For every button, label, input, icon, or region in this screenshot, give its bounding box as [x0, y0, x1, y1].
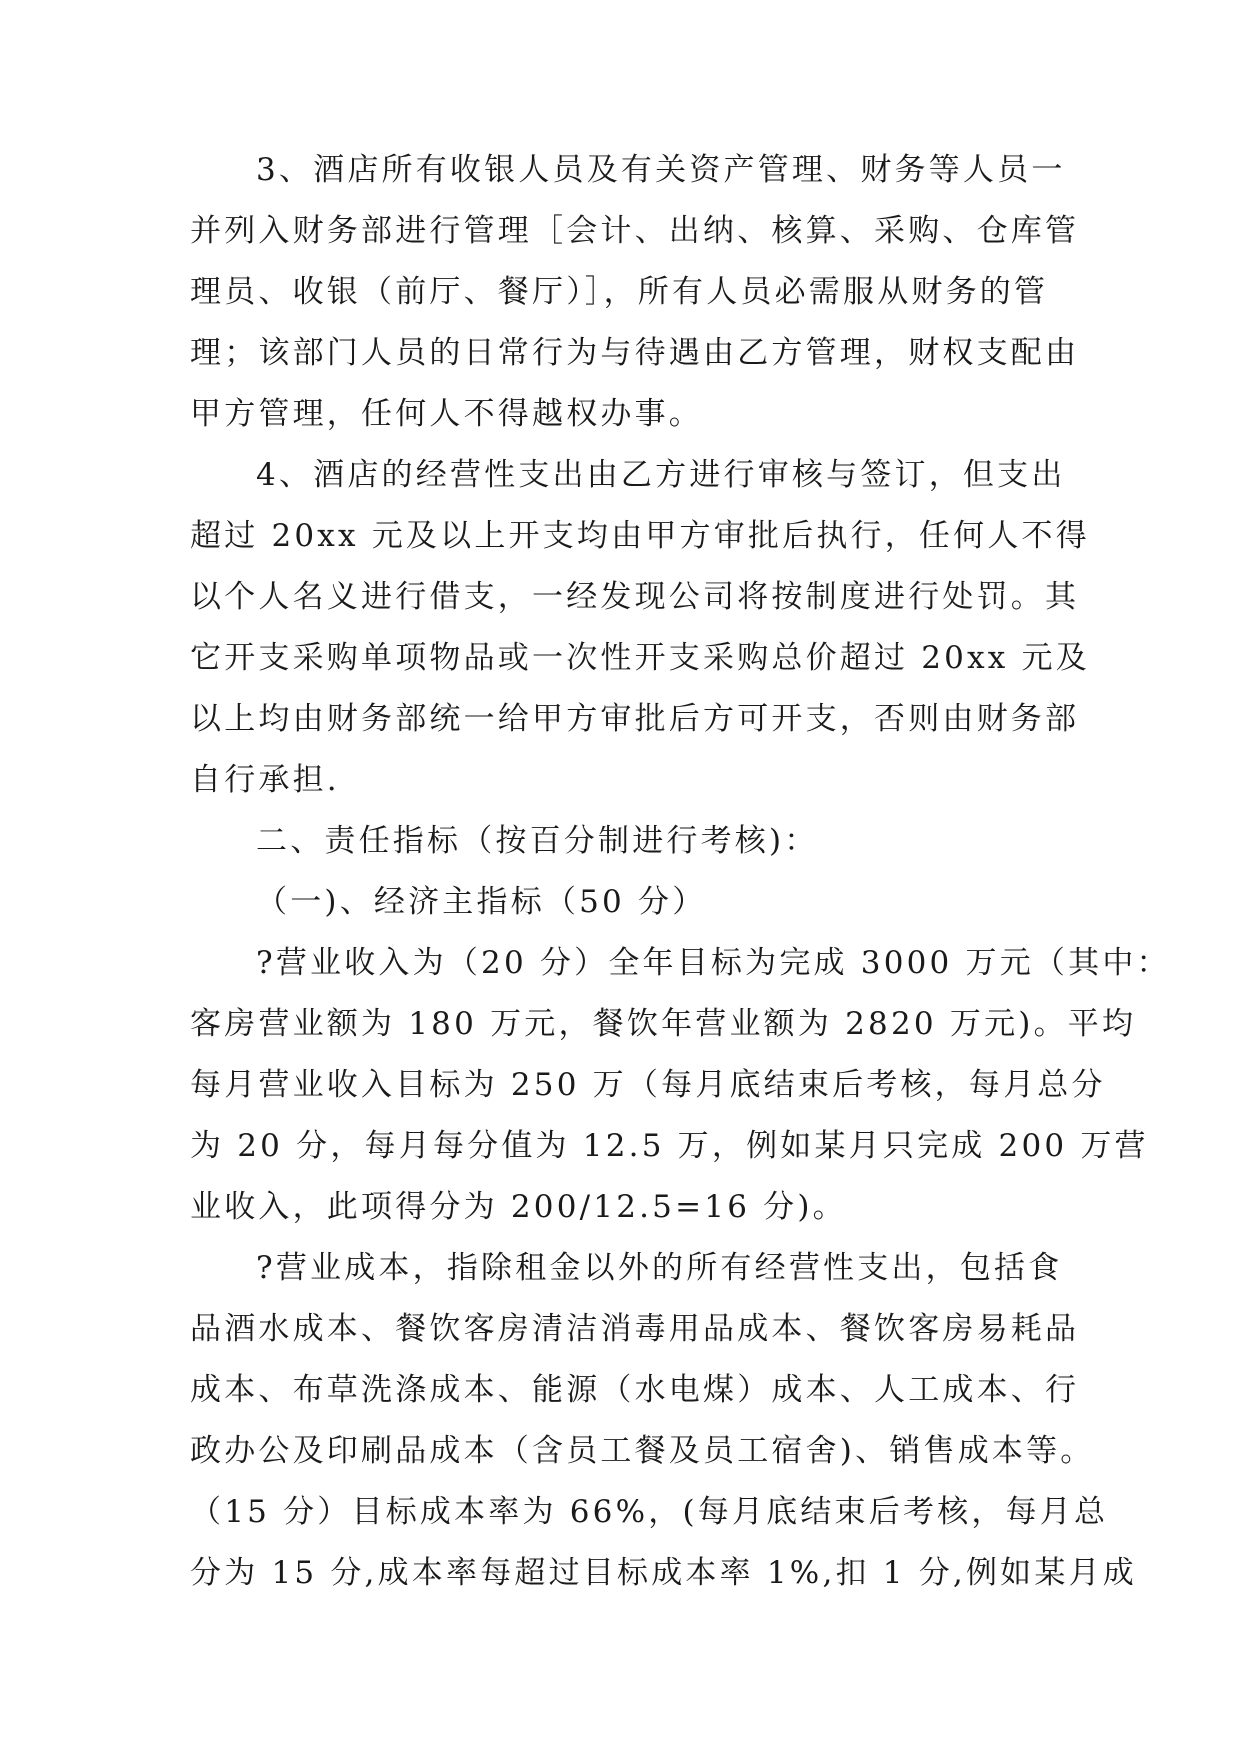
- section-heading: 二、责任指标（按百分制进行考核)：: [256, 823, 819, 859]
- text-line: ?营业收入为（20 分）全年目标为完成 3000 万元（其中：: [256, 945, 1171, 981]
- text-line: 分为 15 分,成本率每超过目标成本率 1%,扣 1 分,例如某月成: [190, 1555, 1137, 1591]
- text-line: ?营业成本，指除租金以外的所有经营性支出，包括食: [256, 1250, 1063, 1286]
- text-line: 甲方管理，任何人不得越权办事。: [190, 396, 703, 432]
- text-line: 理员、收银（前厅、餐厅）］，所有人员必需服从财务的管: [190, 274, 1049, 310]
- subsection-heading: （一)、经济主指标（50 分）: [256, 884, 707, 920]
- text-line: 品酒水成本、餐饮客房清洁消毒用品成本、餐饮客房易耗品: [190, 1311, 1080, 1347]
- text-line: 并列入财务部进行管理［会计、出纳、核算、采购、仓库管: [190, 213, 1080, 249]
- text-line: 4、酒店的经营性支出由乙方进行审核与签订，但支出: [256, 457, 1066, 493]
- text-line: 政办公及印刷品成本（含员工餐及员工宿舍)、销售成本等。: [190, 1433, 1095, 1469]
- text-line: 以个人名义进行借支，一经发现公司将按制度进行处罚。其: [190, 579, 1080, 615]
- text-line: 超过 20xx 元及以上开支均由甲方审批后执行，任何人不得: [190, 518, 1090, 554]
- text-line: 理；该部门人员的日常行为与待遇由乙方管理，财权支配由: [190, 335, 1080, 371]
- text-line: 每月营业收入目标为 250 万（每月底结束后考核，每月总分: [190, 1067, 1106, 1103]
- text-line: 为 20 分，每月每分值为 12.5 万，例如某月只完成 200 万营: [190, 1128, 1149, 1164]
- text-line: （15 分）目标成本率为 66%，(每月底结束后考核，每月总: [190, 1494, 1109, 1530]
- text-line: 客房营业额为 180 万元，餐饮年营业额为 2820 万元)。平均: [190, 1006, 1137, 1042]
- text-line: 以上均由财务部统一给甲方审批后方可开支，否则由财务部: [190, 701, 1080, 737]
- text-line: 成本、布草洗涤成本、能源（水电煤）成本、人工成本、行: [190, 1372, 1080, 1408]
- text-line: 业收入，此项得分为 200/12.5=16 分)。: [190, 1189, 847, 1225]
- text-line: 它开支采购单项物品或一次性开支采购总价超过 20xx 元及: [190, 640, 1090, 676]
- text-line: 自行承担.: [190, 762, 340, 798]
- text-line: 3、酒店所有收银人员及有关资产管理、财务等人员一: [256, 152, 1066, 188]
